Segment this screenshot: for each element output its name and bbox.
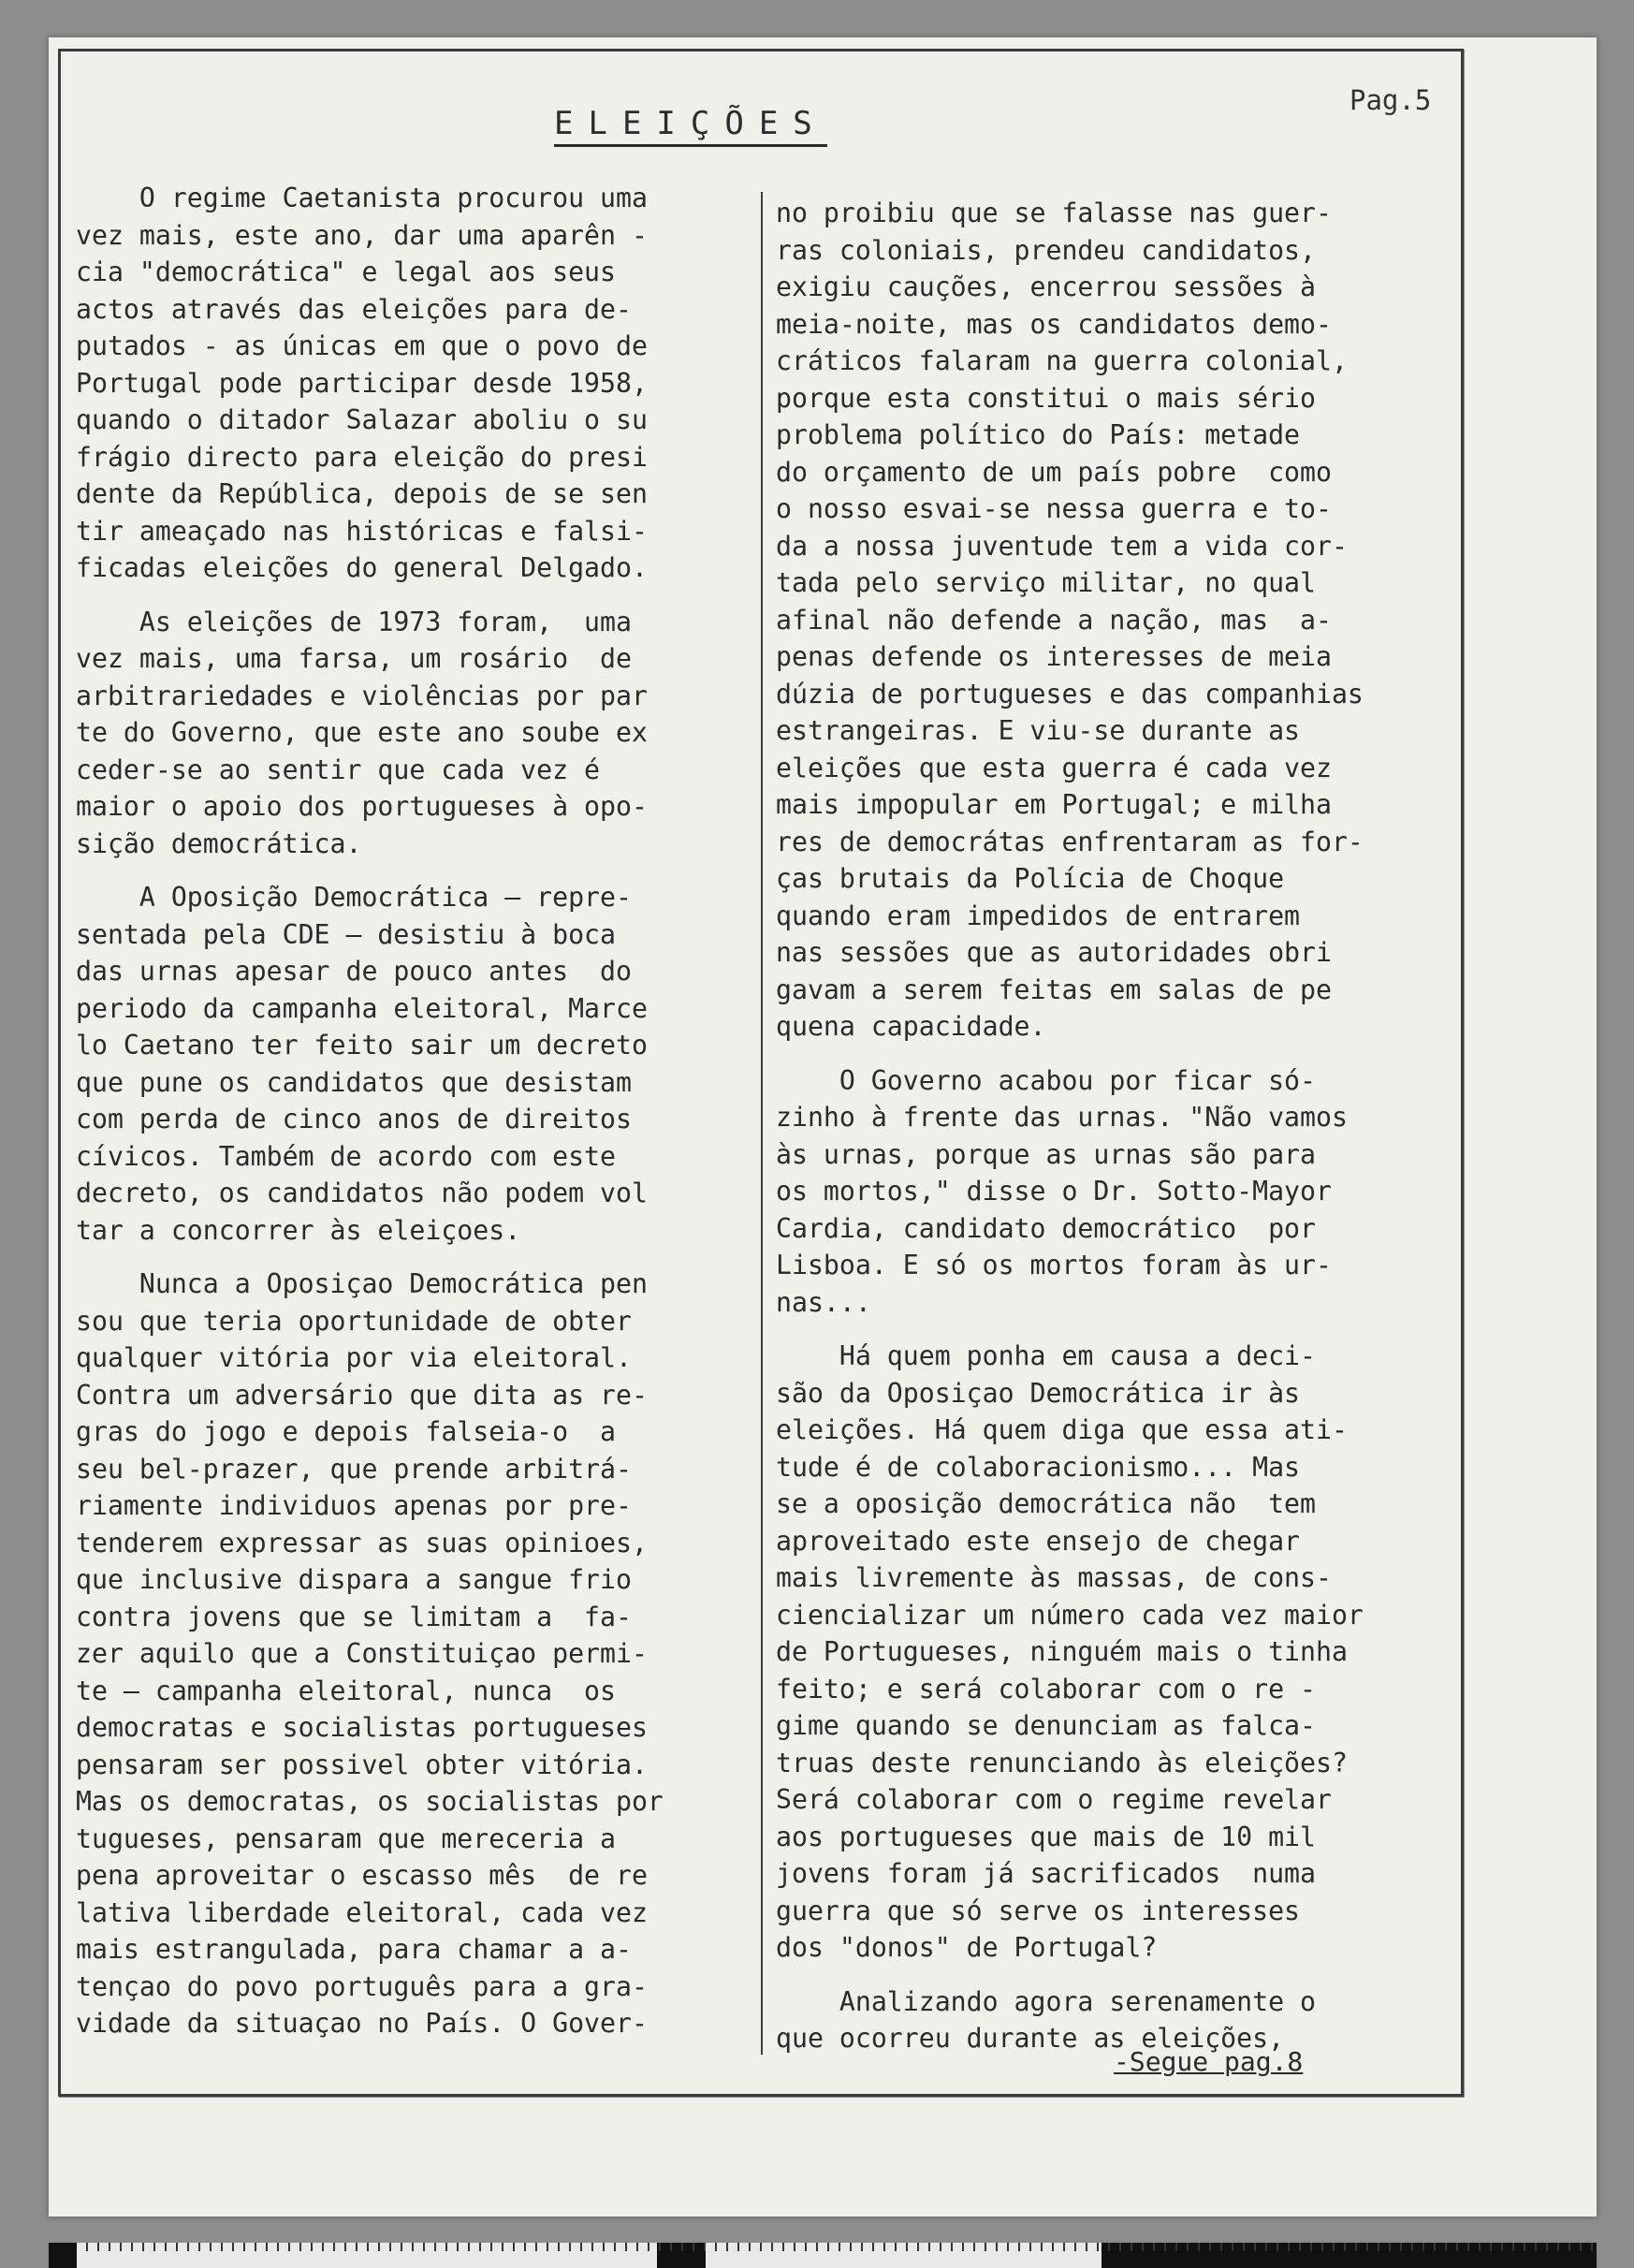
scale-tick bbox=[670, 2243, 672, 2251]
scale-tick bbox=[1288, 2243, 1290, 2251]
scale-tick bbox=[1052, 2243, 1054, 2251]
scale-tick bbox=[412, 2243, 414, 2251]
scale-tick bbox=[1445, 2243, 1447, 2251]
scale-tick bbox=[502, 2243, 503, 2251]
scale-tick bbox=[794, 2243, 795, 2251]
left-text-column bbox=[76, 180, 759, 2042]
scale-tick bbox=[1366, 2243, 1368, 2251]
text-line: lo Caetano ter feito sair um decreto bbox=[76, 1030, 648, 1061]
text-line: tenderem expressar as suas opinioes, bbox=[76, 1527, 648, 1558]
scale-tick bbox=[1063, 2243, 1065, 2251]
text-line: ças brutais da Polícia de Choque bbox=[776, 863, 1285, 894]
text-line: decreto, os candidatos não podem vol bbox=[76, 1178, 648, 1208]
text-line: Cardia, candidato democrático por bbox=[776, 1212, 1316, 1244]
text-line: porque esta constitui o mais sério bbox=[776, 382, 1316, 414]
scale-tick bbox=[1400, 2243, 1402, 2251]
scale-tick bbox=[1546, 2243, 1548, 2251]
scale-tick bbox=[1074, 2243, 1076, 2251]
scale-tick bbox=[109, 2243, 110, 2251]
scale-tick bbox=[1422, 2243, 1424, 2251]
text-line: que ocorreu durante as eleições, bbox=[776, 2023, 1285, 2054]
paragraph-gap bbox=[76, 587, 759, 604]
scale-tick bbox=[524, 2243, 526, 2251]
scale-tick bbox=[1299, 2243, 1301, 2251]
scale-tick bbox=[1321, 2243, 1323, 2251]
scale-tick bbox=[547, 2243, 548, 2251]
scale-tick bbox=[906, 2243, 908, 2251]
scale-tick bbox=[580, 2243, 582, 2251]
text-line: frágio directo para eleição do presi bbox=[76, 441, 648, 473]
paragraph-gap bbox=[776, 1046, 1464, 1062]
scale-tick bbox=[1434, 2243, 1436, 2251]
text-line: sentada pela CDE — desistiu à boca bbox=[76, 918, 616, 950]
text-line: dente da República, depois de se sen bbox=[76, 478, 648, 509]
scale-tick bbox=[659, 2243, 661, 2251]
scale-tick bbox=[1411, 2243, 1413, 2251]
scale-tick bbox=[1086, 2243, 1087, 2251]
text-line: que pune os candidatos que desistam bbox=[76, 1066, 632, 1098]
text-line: te — campanha eleitoral, nunca os bbox=[76, 1675, 616, 1706]
text-line: afinal não defende a nação, mas a- bbox=[776, 604, 1332, 636]
scale-tick bbox=[940, 2243, 941, 2251]
paragraph-gap bbox=[76, 1249, 759, 1266]
text-line: Lisboa. E só os mortos foram às ur- bbox=[776, 1250, 1332, 1280]
text-line: exigiu cauções, encerrou sessões à bbox=[776, 271, 1316, 302]
scale-tick bbox=[255, 2243, 256, 2251]
scale-tick bbox=[782, 2243, 784, 2251]
scale-tick bbox=[850, 2243, 852, 2251]
scale-tick bbox=[1097, 2243, 1099, 2251]
column-divider bbox=[761, 192, 763, 2055]
scale-tick bbox=[1007, 2243, 1009, 2251]
text-line: nas... bbox=[776, 1286, 871, 1318]
scale-tick bbox=[1018, 2243, 1020, 2251]
text-line: mais impopular em Portugal; e milha bbox=[776, 789, 1332, 820]
scale-tick bbox=[704, 2243, 706, 2251]
scale-tick bbox=[839, 2243, 840, 2251]
text-line: gras do jogo e depois falseia-o a bbox=[76, 1416, 616, 1447]
text-line: res de democrátas enfrentaram as for- bbox=[776, 826, 1364, 857]
scale-tick bbox=[378, 2243, 380, 2251]
scale-tick bbox=[1378, 2243, 1379, 2251]
text-line: Nunca a Oposiçao Democrática pen bbox=[76, 1268, 648, 1299]
text-line: que inclusive dispara a sangue frio bbox=[76, 1564, 632, 1595]
scale-tick bbox=[389, 2243, 391, 2251]
scale-tick bbox=[479, 2243, 481, 2251]
scale-tick bbox=[1389, 2243, 1391, 2251]
scale-tick bbox=[277, 2243, 279, 2251]
text-line: o nosso esvai-se nessa guerra e to- bbox=[776, 493, 1332, 524]
scale-tick bbox=[434, 2243, 436, 2251]
scale-tick bbox=[187, 2243, 189, 2251]
text-line: feito; e será colaborar com o re - bbox=[776, 1673, 1316, 1705]
paragraph-gap bbox=[776, 1321, 1464, 1338]
text-line: tude é de colaboracionismo... Mas bbox=[776, 1451, 1301, 1483]
scale-tick bbox=[142, 2243, 144, 2251]
text-line: às urnas, porque as urnas são para bbox=[776, 1138, 1316, 1170]
text-line: no proibiu que se falasse nas guer- bbox=[776, 198, 1332, 228]
text-line: mais livremente às massas, de cons- bbox=[776, 1562, 1332, 1593]
text-line: penas defende os interesses de meia bbox=[776, 641, 1332, 672]
text-line: actos através das eleições para de- bbox=[76, 293, 632, 325]
scale-tick bbox=[1591, 2243, 1593, 2251]
scale-tick bbox=[1108, 2243, 1110, 2251]
text-line: Há quem ponha em causa a deci- bbox=[776, 1340, 1316, 1371]
scale-tick bbox=[1164, 2243, 1166, 2251]
scale-tick bbox=[996, 2243, 998, 2251]
text-line: tençao do povo português para a gra- bbox=[76, 1970, 648, 2002]
scale-tick bbox=[1479, 2243, 1481, 2251]
scale-tick bbox=[1333, 2243, 1335, 2251]
text-line: pena aproveitar o escasso mês de re bbox=[76, 1860, 648, 1891]
scale-tick bbox=[1153, 2243, 1155, 2251]
scale-tick bbox=[1142, 2243, 1144, 2251]
text-line: cia "democrática" e legal aos seus bbox=[76, 256, 616, 287]
scale-tick bbox=[737, 2243, 739, 2251]
scale-tick bbox=[917, 2243, 919, 2251]
text-line: aproveitado este ensejo de chegar bbox=[776, 1525, 1301, 1557]
text-line: vez mais, este ano, dar uma aparên - bbox=[76, 219, 648, 251]
scale-tick bbox=[86, 2243, 88, 2251]
scale-tick bbox=[1490, 2243, 1492, 2251]
scale-tick bbox=[693, 2243, 694, 2251]
scale-tick bbox=[131, 2243, 133, 2251]
text-line: seu bel-prazer, que prende arbitrá- bbox=[76, 1453, 632, 1485]
text-line: contra jovens que se limitam a fa- bbox=[76, 1601, 632, 1632]
scale-tick bbox=[816, 2243, 818, 2251]
scale-tick bbox=[535, 2243, 537, 2251]
text-line: ciencializar um número cada vez maior bbox=[776, 1599, 1364, 1631]
scale-tick bbox=[266, 2243, 268, 2251]
text-line: aos portugueses que mais de 10 mil bbox=[776, 1821, 1316, 1852]
scale-tick bbox=[1175, 2243, 1177, 2251]
scale-tick bbox=[1277, 2243, 1278, 2251]
text-line: te do Governo, que este ano soube ex bbox=[76, 717, 648, 748]
scale-tick bbox=[1355, 2243, 1357, 2251]
scale-tick bbox=[1119, 2243, 1121, 2251]
scale-tick bbox=[333, 2243, 335, 2251]
scale-tick bbox=[569, 2243, 571, 2251]
text-line: cívicos. Também de acordo com este bbox=[76, 1140, 616, 1172]
text-line: A Oposição Democrática — repre- bbox=[76, 882, 632, 913]
scale-tick bbox=[648, 2243, 649, 2251]
scale-tick bbox=[210, 2243, 212, 2251]
text-line: se a oposição democrática não tem bbox=[776, 1488, 1316, 1519]
scale-tick bbox=[1232, 2243, 1233, 2251]
scale-tick bbox=[1220, 2243, 1222, 2251]
scale-tick bbox=[883, 2243, 885, 2251]
text-line: Contra um adversário que dita as re- bbox=[76, 1379, 648, 1411]
scale-tick bbox=[872, 2243, 874, 2251]
scale-tick bbox=[165, 2243, 167, 2251]
text-line: Analizando agora serenamente o bbox=[776, 1985, 1316, 2017]
scale-tick bbox=[681, 2243, 683, 2251]
text-line: Será colaborar com o regime revelar bbox=[776, 1784, 1332, 1815]
text-line: tar a concorrer às eleiçoes. bbox=[76, 1214, 521, 1246]
text-line: dúzia de portugueses e das companhias bbox=[776, 678, 1364, 710]
scale-tick bbox=[1568, 2243, 1570, 2251]
scale-tick bbox=[895, 2243, 897, 2251]
scale-tick bbox=[962, 2243, 964, 2251]
scale-tick bbox=[299, 2243, 301, 2251]
scale-tick bbox=[445, 2243, 447, 2251]
scale-tick bbox=[356, 2243, 357, 2251]
text-line: ficadas eleições do general Delgado. bbox=[76, 552, 648, 583]
scale-tick bbox=[1041, 2243, 1043, 2251]
scale-tick bbox=[120, 2243, 122, 2251]
text-line: zer aquilo que a Constituiçao permi- bbox=[76, 1638, 648, 1669]
text-line: gime quando se denunciam as falca- bbox=[776, 1710, 1316, 1741]
right-text-column bbox=[776, 195, 1464, 2057]
scale-tick bbox=[1456, 2243, 1458, 2251]
text-line: tir ameaçado nas históricas e falsi- bbox=[76, 515, 648, 547]
text-line: do orçamento de um país pobre como bbox=[776, 456, 1332, 488]
text-line: quando eram impedidos de entrarem bbox=[776, 900, 1301, 931]
scale-tick bbox=[490, 2243, 492, 2251]
text-line: meia-noite, mas os candidatos demo- bbox=[776, 308, 1332, 340]
scale-tick bbox=[1187, 2243, 1189, 2251]
scale-tick bbox=[198, 2243, 200, 2251]
scale-tick bbox=[1501, 2243, 1503, 2251]
scale-tick bbox=[1512, 2243, 1514, 2251]
scale-tick bbox=[401, 2243, 402, 2251]
scale-tick bbox=[232, 2243, 234, 2251]
scale-tick bbox=[771, 2243, 773, 2251]
text-line: problema político do País: metade bbox=[776, 419, 1301, 450]
text-line: quando o ditador Salazar aboliu o su bbox=[76, 404, 648, 435]
scale-tick bbox=[513, 2243, 515, 2251]
text-line: Mas os democratas, os socialistas por bbox=[76, 1786, 664, 1817]
text-line: tugueses, pensaram que mereceria a bbox=[76, 1822, 616, 1854]
scale-tick bbox=[311, 2243, 313, 2251]
text-line: de Portugueses, ninguém mais o tinha bbox=[776, 1636, 1348, 1667]
scale-tick bbox=[625, 2243, 627, 2251]
text-line: ceder-se ao sentir que cada vez é bbox=[76, 754, 601, 785]
scale-tick bbox=[951, 2243, 953, 2251]
scale-tick bbox=[603, 2243, 605, 2251]
text-line: da a nossa juventude tem a vida cor- bbox=[776, 530, 1348, 562]
text-line: sou que teria oportunidade de obter bbox=[76, 1305, 632, 1337]
scale-tick bbox=[423, 2243, 425, 2251]
text-line: eleições. Há quem diga que essa ati- bbox=[776, 1414, 1348, 1445]
text-line: cráticos falaram na guerra colonial, bbox=[776, 345, 1348, 376]
scale-tick bbox=[1029, 2243, 1031, 2251]
text-line: zinho à frente das urnas. "Não vamos bbox=[776, 1102, 1348, 1133]
scale-tick bbox=[1535, 2243, 1537, 2251]
text-line: periodo da campanha eleitoral, Marce bbox=[76, 992, 648, 1024]
scale-tick bbox=[243, 2243, 245, 2251]
text-line: ras coloniais, prendeu candidatos, bbox=[776, 234, 1316, 266]
scale-tick bbox=[591, 2243, 593, 2251]
text-line: eleições que esta guerra é cada vez bbox=[776, 752, 1332, 783]
text-line: das urnas apesar de pouco antes do bbox=[76, 956, 632, 987]
text-line: quena capacidade. bbox=[776, 1011, 1046, 1042]
text-line: riamente individuos apenas por pre- bbox=[76, 1490, 632, 1521]
scale-tick bbox=[928, 2243, 930, 2251]
scale-tick bbox=[1198, 2243, 1200, 2251]
scale-tick bbox=[97, 2243, 99, 2251]
text-line: nas sessões que as autoridades obri bbox=[776, 937, 1332, 968]
continuation-note: -Segue pag.8 bbox=[1114, 2046, 1304, 2077]
scale-tick bbox=[827, 2243, 829, 2251]
text-line: O Governo acabou por ficar só- bbox=[776, 1064, 1316, 1096]
text-line: qualquer vitória por via eleitoral. bbox=[76, 1342, 632, 1373]
text-line: guerra que só serve os interesses bbox=[776, 1895, 1301, 1926]
scale-tick bbox=[1557, 2243, 1559, 2251]
page-title: ELEIÇÕES bbox=[554, 105, 827, 147]
scale-tick bbox=[367, 2243, 369, 2251]
scale-tick bbox=[1344, 2243, 1346, 2251]
paragraph-gap bbox=[76, 862, 759, 879]
text-line: dos "donos" de Portugal? bbox=[776, 1932, 1158, 1963]
text-line: pensaram ser possivel obter vitória. bbox=[76, 1749, 648, 1780]
scale-bar bbox=[49, 2243, 1597, 2268]
scale-tick bbox=[1131, 2243, 1132, 2251]
scale-tick bbox=[322, 2243, 324, 2251]
scale-tick bbox=[1524, 2243, 1525, 2251]
text-line: O regime Caetanista procurou uma bbox=[76, 183, 648, 213]
scale-tick bbox=[726, 2243, 728, 2251]
text-line: democratas e socialistas portugueses bbox=[76, 1712, 648, 1743]
scale-tick bbox=[715, 2243, 717, 2251]
text-line: sição democrática. bbox=[76, 827, 362, 859]
text-line: estrangeiras. E viu-se durante as bbox=[776, 715, 1301, 746]
scale-tick bbox=[749, 2243, 751, 2251]
paragraph-gap bbox=[776, 1967, 1464, 1983]
scale-tick bbox=[1265, 2243, 1267, 2251]
scale-tick bbox=[1580, 2243, 1582, 2251]
scale-tick bbox=[985, 2243, 986, 2251]
text-line: arbitrariedades e violências por par bbox=[76, 680, 648, 711]
text-line: maior o apoio dos portugueses à opo- bbox=[76, 791, 648, 822]
scale-tick bbox=[153, 2243, 155, 2251]
text-line: jovens foram já sacrificados numa bbox=[776, 1858, 1316, 1889]
text-line: os mortos," disse o Dr. Sotto-Mayor bbox=[776, 1176, 1332, 1207]
scale-tick bbox=[457, 2243, 459, 2251]
text-line: vez mais, uma farsa, um rosário de bbox=[76, 643, 632, 674]
text-line: são da Oposiçao Democrática ir às bbox=[776, 1377, 1301, 1409]
scale-tick bbox=[1209, 2243, 1211, 2251]
text-line: As eleições de 1973 foram, uma bbox=[76, 606, 632, 637]
scale-tick bbox=[861, 2243, 863, 2251]
text-line: truas deste renunciando às eleições? bbox=[776, 1747, 1348, 1778]
scale-tick bbox=[760, 2243, 762, 2251]
text-line: putados - as únicas em que o povo de bbox=[76, 330, 648, 361]
scale-tick bbox=[176, 2243, 178, 2251]
scale-tick bbox=[1467, 2243, 1469, 2251]
scale-tick bbox=[1254, 2243, 1256, 2251]
scale-tick bbox=[468, 2243, 470, 2251]
text-line: lativa liberdade eleitoral, cada vez bbox=[76, 1896, 648, 1928]
page-number: Pag.5 bbox=[1350, 84, 1432, 116]
scale-tick bbox=[636, 2243, 638, 2251]
scale-tick bbox=[344, 2243, 346, 2251]
text-line: gavam a serem feitas em salas de pe bbox=[776, 973, 1332, 1005]
text-line: com perda de cinco anos de direitos bbox=[76, 1104, 632, 1134]
scale-tick bbox=[1310, 2243, 1312, 2251]
scale-tick bbox=[614, 2243, 616, 2251]
text-line: Portugal pode participar desde 1958, bbox=[76, 367, 648, 399]
scale-tick bbox=[288, 2243, 290, 2251]
scale-tick bbox=[1243, 2243, 1245, 2251]
scale-tick bbox=[973, 2243, 975, 2251]
text-line: vidade da situaçao no País. O Gover- bbox=[76, 2008, 648, 2039]
text-line: mais estrangulada, para chamar a a- bbox=[76, 1934, 632, 1965]
scale-tick bbox=[805, 2243, 807, 2251]
scale-segment bbox=[49, 2243, 77, 2268]
scale-tick bbox=[221, 2243, 223, 2251]
text-line: tada pelo serviço militar, no qual bbox=[776, 567, 1316, 598]
scale-tick bbox=[558, 2243, 560, 2251]
